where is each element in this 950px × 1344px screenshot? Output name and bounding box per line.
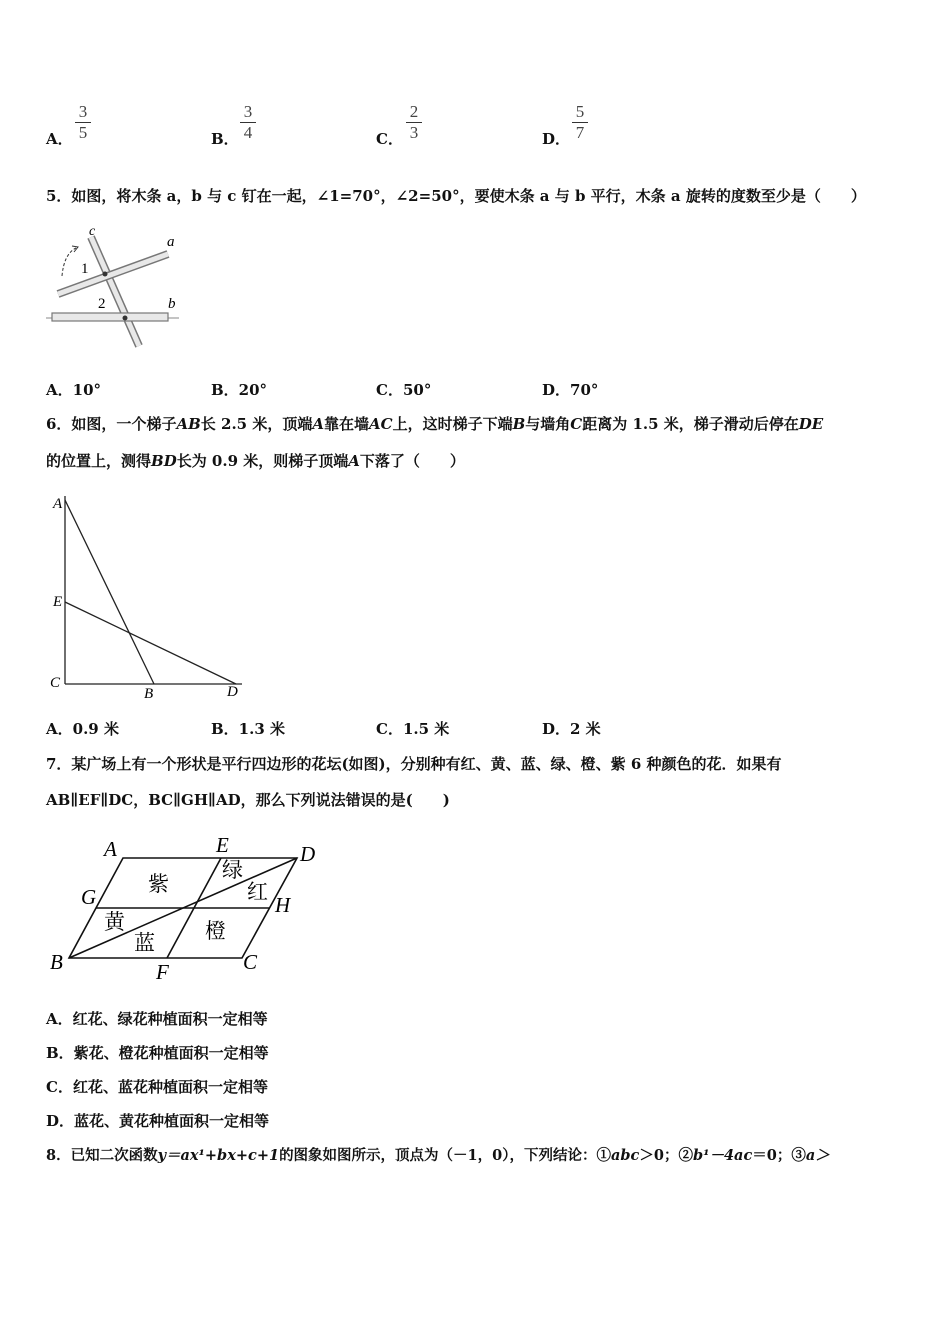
point-a: A bbox=[312, 415, 324, 433]
text: ＞0；② bbox=[639, 1147, 693, 1164]
label-d: D bbox=[300, 842, 316, 866]
numerator: 3 bbox=[78, 102, 88, 121]
q4-option-a-letter: A． bbox=[46, 130, 73, 148]
text: 距离为 1.5 米，梯子滑动后停在 bbox=[582, 415, 799, 433]
text: ＝0；③ bbox=[752, 1147, 806, 1164]
denominator: 5 bbox=[78, 123, 88, 142]
label-e: E bbox=[216, 833, 229, 857]
denominator: 7 bbox=[575, 123, 585, 142]
q4-option-a-fraction bbox=[73, 103, 93, 142]
nail-1 bbox=[103, 272, 108, 277]
ladder-de bbox=[65, 602, 236, 684]
q7-figure bbox=[44, 830, 334, 985]
point-a: A bbox=[348, 452, 360, 470]
region-green-label: 绿 bbox=[222, 858, 243, 882]
q5-option-d: D．70° bbox=[542, 381, 599, 399]
q6-option-a: A．0.9 米 bbox=[46, 720, 119, 738]
stick-b bbox=[52, 313, 168, 321]
text: 6．如图，一个梯子 bbox=[46, 415, 177, 433]
label-b: B bbox=[144, 686, 154, 702]
ladder-ab bbox=[65, 500, 154, 684]
conclusion-3: a＞ bbox=[805, 1147, 830, 1164]
point-c: C bbox=[570, 415, 583, 433]
q4-option-b-letter: B． bbox=[211, 130, 239, 148]
q5-stem: 5．如图，将木条 a，b 与 c 钉在一起，∠1=70°，∠2=50°，要使木条 a 与 b 平行，木条 a 旋转的度数至少是（ ） bbox=[46, 187, 866, 205]
label-a: A bbox=[53, 496, 63, 512]
q5-figure bbox=[44, 222, 184, 352]
conclusion-1: abc bbox=[611, 1147, 640, 1164]
label-b: b bbox=[168, 296, 176, 312]
function-expression: y＝ax¹+bx+c+1 bbox=[157, 1147, 280, 1164]
denominator: 3 bbox=[409, 123, 419, 142]
q7-option-a: A．红花、绿花种植面积一定相等 bbox=[46, 1010, 268, 1028]
segment-ab: AB bbox=[176, 415, 201, 433]
rotation-arrow bbox=[62, 248, 76, 276]
region-red-label: 红 bbox=[247, 880, 268, 904]
label-d: D bbox=[227, 684, 238, 700]
numerator: 2 bbox=[409, 102, 419, 121]
segment-de: DE bbox=[798, 415, 824, 433]
angle-2-label: 2 bbox=[98, 296, 106, 312]
region-orange-label: 橙 bbox=[205, 919, 226, 943]
text: 的图象如图所示，顶点为（－1，0），下列结论：① bbox=[279, 1147, 611, 1164]
text: 上，这时梯子下端 bbox=[392, 415, 513, 433]
text: 的位置上，测得 bbox=[46, 452, 152, 470]
text: 8．已知二次函数 bbox=[46, 1147, 158, 1164]
q6-stem-line2 bbox=[46, 450, 465, 471]
q4-option-c-letter: C． bbox=[376, 130, 403, 148]
label-a: a bbox=[167, 234, 175, 250]
region-purple-label: 紫 bbox=[148, 872, 169, 896]
angle-1-label: 1 bbox=[81, 261, 89, 277]
q5-option-b: B．20° bbox=[211, 381, 268, 399]
q7-stem-line1: 7．某广场上有一个形状是平行四边形的花坛(如图)，分别种有红、黄、蓝、绿、橙、紫 6 种颜色的花．如果有 bbox=[46, 755, 782, 773]
q4-option-d-letter: D． bbox=[542, 130, 571, 148]
label-c: c bbox=[89, 224, 96, 239]
numerator: 3 bbox=[243, 102, 253, 121]
label-g: G bbox=[81, 885, 97, 909]
text: 靠在墙 bbox=[323, 415, 369, 433]
q6-figure bbox=[44, 488, 249, 703]
q7-option-c: C．红花、蓝花种植面积一定相等 bbox=[46, 1078, 268, 1096]
q4-option-d-fraction bbox=[570, 103, 590, 142]
label-c: C bbox=[50, 675, 61, 691]
region-blue-label: 蓝 bbox=[134, 931, 155, 955]
q4-option-c-fraction bbox=[404, 103, 424, 142]
segment-bd: BD bbox=[151, 452, 177, 470]
text: 下落了（ ） bbox=[359, 452, 465, 470]
label-b: B bbox=[50, 950, 63, 974]
q6-option-b: B．1.3 米 bbox=[211, 720, 285, 738]
text: 长为 0.9 米，则梯子顶端 bbox=[176, 452, 349, 470]
q7-option-d: D．蓝花、黄花种植面积一定相等 bbox=[46, 1112, 270, 1130]
q6-stem-line1 bbox=[46, 413, 823, 434]
text: 长 2.5 米，顶端 bbox=[200, 415, 313, 433]
numerator: 5 bbox=[575, 102, 585, 121]
label-f: F bbox=[156, 960, 169, 984]
conclusion-2: b¹－4ac bbox=[692, 1147, 753, 1164]
q6-option-d: D．2 米 bbox=[542, 720, 601, 738]
q7-option-b: B．紫花、橙花种植面积一定相等 bbox=[46, 1044, 269, 1062]
text: 与墙角 bbox=[525, 415, 571, 433]
stick-c bbox=[91, 237, 139, 346]
label-e: E bbox=[53, 594, 63, 610]
segment-ac: AC bbox=[368, 415, 393, 433]
q6-option-c: C．1.5 米 bbox=[376, 720, 450, 738]
label-a: A bbox=[104, 837, 117, 861]
label-h: H bbox=[275, 893, 291, 917]
nail-2 bbox=[123, 316, 128, 321]
q4-option-b-fraction bbox=[238, 103, 258, 142]
q5-option-c: C．50° bbox=[376, 381, 432, 399]
q5-option-a: A．10° bbox=[46, 381, 102, 399]
region-yellow-label: 黄 bbox=[104, 910, 125, 934]
denominator: 4 bbox=[243, 123, 253, 142]
q8-stem bbox=[46, 1144, 830, 1165]
label-c: C bbox=[243, 950, 258, 974]
point-b: B bbox=[512, 415, 526, 433]
q7-stem-line2: AB∥EF∥DC，BC∥GH∥AD，那么下列说法错误的是( ) bbox=[46, 791, 450, 809]
